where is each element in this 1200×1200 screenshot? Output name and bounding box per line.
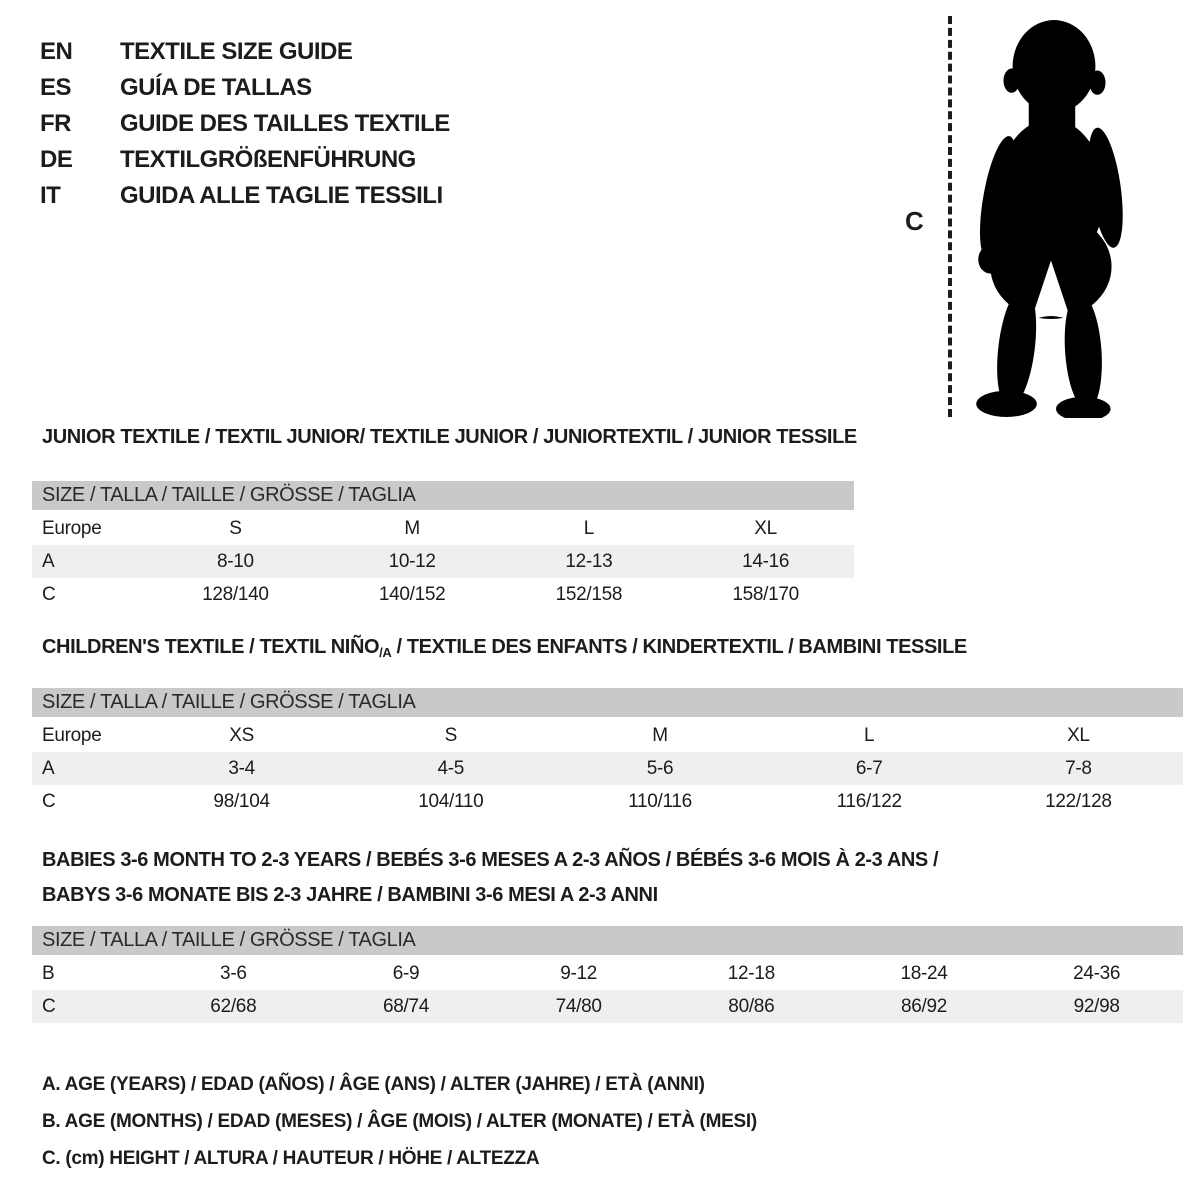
size-cell: XL (754, 517, 777, 539)
size-cell: XL (1067, 724, 1090, 746)
value-cell: 62/68 (210, 995, 257, 1017)
legend-height: C. (cm) HEIGHT / ALTURA / HAUTEUR / HÖHE / ALTEZZA (42, 1147, 540, 1169)
table-row-height (32, 578, 854, 611)
toddler-silhouette-icon (968, 14, 1140, 418)
size-cell: S (229, 517, 242, 539)
language-label: GUIDE DES TAILLES TEXTILE (120, 110, 450, 137)
language-label: GUÍA DE TALLAS (120, 74, 312, 101)
row-label: C (42, 583, 56, 605)
babies-title-line2: BABYS 3-6 MONATE BIS 2-3 JAHRE / BAMBINI 3-6 MESI A 2-3 ANNI (42, 884, 658, 906)
legend (42, 1066, 757, 1177)
value-cell: 12-13 (565, 550, 613, 572)
language-item-de (40, 142, 450, 178)
language-code: FR (40, 110, 71, 137)
language-code: ES (40, 74, 72, 101)
language-code: DE (40, 146, 73, 173)
row-label: A (42, 757, 55, 779)
size-header: SIZE / TALLA / TAILLE / GRÖSSE / TAGLIA (32, 688, 1183, 717)
size-cell: S (444, 724, 457, 746)
value-cell: 10-12 (388, 550, 436, 572)
legend-age-years: A. AGE (YEARS) / EDAD (AÑOS) / ÂGE (ANS) / ALTER (JAHRE) / ETÀ (ANNI) (42, 1073, 705, 1095)
children-title-subscript: /A (379, 645, 392, 660)
value-cell: 7-8 (1065, 757, 1092, 779)
value-cell: 24-36 (1073, 962, 1121, 984)
language-label: TEXTILE SIZE GUIDE (120, 38, 353, 65)
height-dimension-line (948, 16, 952, 417)
table-row-months (32, 957, 1183, 990)
children-title-text: CHILDREN'S TEXTILE / TEXTIL NIÑO (42, 636, 380, 658)
value-cell: 98/104 (213, 790, 270, 812)
value-cell: 104/110 (418, 790, 484, 812)
row-label: A (42, 550, 55, 572)
row-label: Europe (42, 724, 102, 746)
row-label: C (42, 995, 56, 1017)
value-cell: 4-5 (437, 757, 465, 779)
value-cell: 152/158 (555, 583, 623, 605)
table-row-height (32, 785, 1183, 818)
babies-section-title (42, 843, 938, 913)
language-code: IT (40, 182, 61, 209)
size-cell: L (583, 517, 595, 539)
babies-size-table (32, 926, 1183, 1023)
value-cell: 86/92 (900, 995, 948, 1017)
row-label: Europe (42, 517, 102, 539)
table-row-height (32, 990, 1183, 1023)
value-cell: 3-6 (220, 962, 247, 984)
value-cell: 80/86 (728, 995, 775, 1017)
language-label: GUIDA ALLE TAGLIE TESSILI (120, 182, 443, 209)
height-dimension-label: C (905, 206, 924, 236)
table-row-age (32, 545, 854, 578)
children-title-text: / TEXTILE DES ENFANTS / KINDERTEXTIL / BAMBINI TESSILE (391, 636, 967, 658)
value-cell: 74/80 (555, 995, 602, 1017)
size-cell: L (864, 724, 875, 746)
language-item-it (40, 178, 450, 214)
junior-section-title: JUNIOR TEXTILE / TEXTIL JUNIOR/ TEXTILE JUNIOR / JUNIORTEXTIL / JUNIOR TESSILE (42, 426, 857, 448)
language-item-es (40, 70, 450, 106)
size-cell: M (652, 724, 668, 746)
legend-age-months: B. AGE (MONTHS) / EDAD (MESES) / ÂGE (MOIS) / ALTER (MONATE) / ETÀ (MESI) (42, 1110, 757, 1132)
value-cell: 128/140 (202, 583, 269, 605)
value-cell: 122/128 (1045, 790, 1112, 812)
value-cell: 92/98 (1073, 995, 1120, 1017)
language-item-en (40, 34, 450, 70)
value-cell: 3-4 (228, 757, 255, 779)
junior-size-table (32, 481, 854, 611)
row-label: B (42, 962, 55, 984)
children-section-title (42, 636, 967, 660)
value-cell: 12-18 (727, 962, 775, 984)
language-label: TEXTILGRÖßENFÜHRUNG (120, 146, 416, 173)
value-cell: 18-24 (900, 962, 948, 984)
size-header: SIZE / TALLA / TAILLE / GRÖSSE / TAGLIA (32, 481, 854, 510)
value-cell: 14-16 (742, 550, 790, 572)
value-cell: 68/74 (382, 995, 430, 1017)
value-cell: 6-7 (855, 757, 883, 779)
language-code: EN (40, 38, 73, 65)
value-cell: 116/122 (836, 790, 902, 812)
value-cell: 140/152 (378, 583, 446, 605)
language-guide (40, 34, 450, 214)
size-cell: XS (229, 724, 254, 746)
value-cell: 6-9 (392, 962, 420, 984)
table-row-europe (32, 512, 854, 545)
table-row-europe (32, 719, 1183, 752)
value-cell: 110/116 (628, 790, 692, 812)
value-cell: 9-12 (560, 962, 598, 984)
size-cell: M (404, 517, 420, 539)
children-size-table (32, 688, 1183, 818)
row-label: C (42, 790, 56, 812)
value-cell: 5-6 (646, 757, 674, 779)
table-row-age (32, 752, 1183, 785)
value-cell: 8-10 (216, 550, 254, 572)
babies-title-line1: BABIES 3-6 MONTH TO 2-3 YEARS / BEBÉS 3-6 MESES A 2-3 AÑOS / BÉBÉS 3-6 MOIS À 2-3 ANS / (42, 849, 939, 871)
value-cell: 158/170 (732, 583, 799, 605)
language-item-fr (40, 106, 450, 142)
size-header: SIZE / TALLA / TAILLE / GRÖSSE / TAGLIA (32, 926, 1183, 955)
